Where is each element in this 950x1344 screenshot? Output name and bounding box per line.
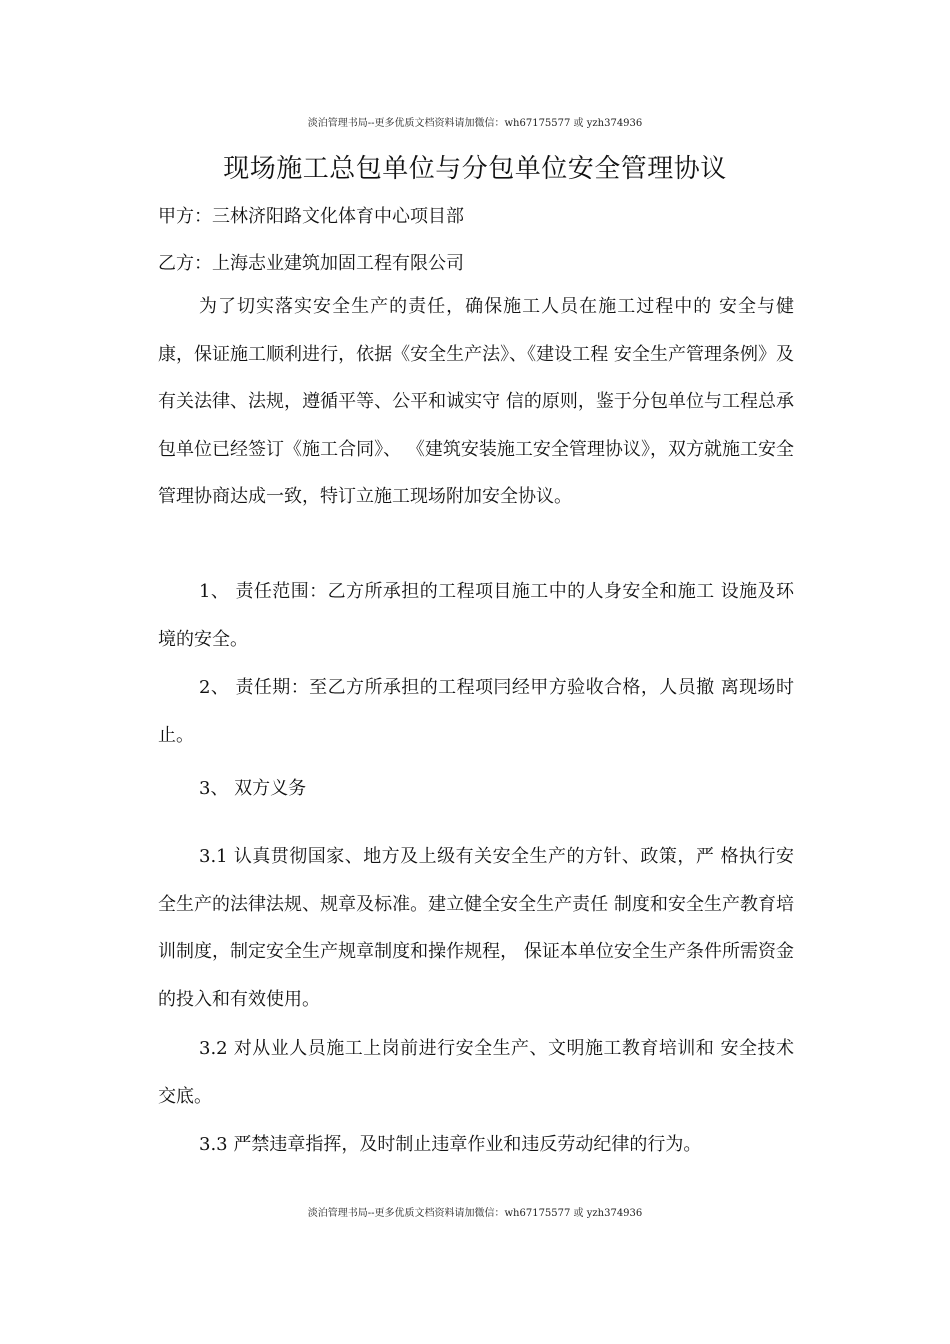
intro-paragraph: 为了切实落实安全生产的责任，确保施工人员在施工过程中的 安全与健康，保证施工顺利进行，依据《安全生产法》、《建设工程 安全生产管理条例》及有关法律、法规，遵循平等、公平和诚实守 信的原则，鉴于分包单位与工程总承包单位已经签订《施工合同》、 《建筑安装施工安全管理协议》，双方就施工安全管理协商达成一致，特订立施工现场附加安全协议。 (158, 296, 794, 507)
clause-3-3-paragraph: 3.3 严禁违章指挥，及时制止违章作业和违反劳动纪律的行为。 (199, 1134, 702, 1155)
clause-3-2-paragraph: 3.2 对从业人员施工上岗前进行安全生产、文明施工教育培训和 安全技术交底。 (158, 1038, 794, 1107)
clause-3-heading: 3、 双方义务 (199, 778, 307, 799)
clause-2-paragraph: 2、 责任期：至乙方所承担的工程项冃经甲方验收合格，人员撤 离现场时止。 (158, 677, 794, 746)
header-note: 淡泊管理书局--更多优质文档资料请加微信：wh67175577 或 yzh374936 (307, 118, 643, 129)
page-title: 现场施工总包单位与分包单位安全管理协议 (223, 154, 727, 184)
party-a: 甲方：三林济阳路文化体育中心项目部 (158, 206, 464, 227)
footer-note: 淡泊管理书局--更多优质文档资料请加微信：wh67175577 或 yzh374936 (307, 1208, 643, 1219)
party-b: 乙方：上海志业建筑加固工程有限公司 (158, 253, 464, 274)
clause-1-paragraph: 1、 责任范围：乙方所承担的工程项目施工中的人身安全和施工 设施及环境的安全。 (158, 581, 794, 650)
clause-3-1-paragraph: 3.1 认真贯彻国家、地方及上级有关安全生产的方针、政策，严 格执行安全生产的法律法规、规章及标准。建立健全安全生产责任 制度和安全生产教育培训制度，制定安全生产规章制度和操作规程， 保证本单位安全生产条件所需资金的投入和有效使用。 (158, 846, 794, 1010)
